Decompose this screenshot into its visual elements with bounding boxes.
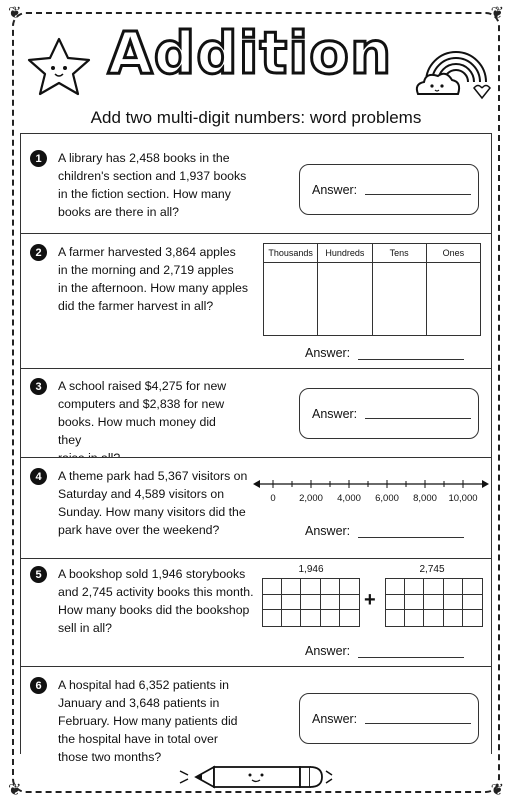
column-header: Ones [427, 244, 480, 263]
pencil-face-icon [176, 761, 336, 793]
problem-text: A farmer harvested 3,864 apples in the morning and 2,719 apples in the afternoon. How many apples did the farmer harvest in all? [58, 245, 249, 313]
number-line [253, 476, 489, 492]
answer-line[interactable] [358, 647, 464, 658]
answer-label: Answer: [312, 406, 358, 421]
problem-number: 1 [30, 150, 47, 167]
answer-label: Answer: [312, 711, 358, 726]
answer-label: Answer: [305, 644, 351, 658]
problem-number: 5 [30, 566, 47, 583]
number-line-label: 0 [270, 493, 276, 504]
problem-number: 4 [30, 468, 47, 485]
rainbow-cloud-icon [412, 36, 496, 102]
answer-line[interactable] [365, 713, 471, 724]
problem-card-3 [20, 368, 492, 458]
problem-text: A school raised $4,275 for new computers and $2,838 for new books. How much money did they [58, 379, 227, 447]
answer-line[interactable] [358, 349, 464, 360]
answer-box[interactable] [299, 693, 479, 744]
grid-label: 1,946 [298, 564, 324, 575]
answer-row[interactable] [305, 644, 464, 658]
answer-line[interactable] [365, 184, 471, 195]
number-line-label: 2,000 [299, 493, 323, 504]
number-line-label: 4,000 [337, 493, 361, 504]
problem-number: 3 [30, 378, 47, 395]
problem-text: A theme park had 5,367 visitors on Saturday and 4,589 visitors on Sunday. How many visitors did the park have over the weekend? [58, 469, 248, 537]
problem-card-5 [20, 558, 492, 667]
base-ten-grid-right[interactable] [385, 578, 483, 627]
place-value-chart[interactable] [263, 243, 481, 336]
problem-card-6 [20, 666, 492, 764]
star-face-icon [24, 36, 94, 98]
corner-swirl-icon: ❦ [8, 5, 22, 22]
number-line-label: 8,000 [413, 493, 437, 504]
answer-box[interactable] [299, 164, 479, 215]
grid-label: 2,745 [419, 564, 445, 575]
answer-row[interactable] [305, 346, 464, 360]
plus-sign: + [364, 589, 376, 611]
problem-number: 6 [30, 677, 47, 694]
base-ten-grid-left[interactable] [262, 578, 360, 627]
problem-number: 2 [30, 244, 47, 261]
problem-text: A library has 2,458 books in the children's section and 1,937 books in the fiction section. How many books are there in all? [58, 151, 247, 219]
corner-swirl-icon: ❦ [8, 782, 22, 799]
number-line-label: 6,000 [375, 493, 399, 504]
number-line-label: 10,000 [448, 493, 478, 504]
answer-box[interactable] [299, 388, 479, 439]
answer-label: Answer: [305, 524, 351, 538]
answer-label: Answer: [312, 182, 358, 197]
answer-line[interactable] [365, 408, 471, 419]
column-header: Tens [373, 244, 426, 263]
answer-row[interactable] [305, 524, 464, 538]
corner-swirl-icon: ❦ [490, 5, 504, 22]
column-header: Hundreds [318, 244, 371, 263]
problem-card-2 [20, 233, 492, 369]
problem-card-4 [20, 457, 492, 559]
problem-card-1 [20, 133, 492, 234]
page-subtitle: Add two multi-digit numbers: word problems [90, 108, 422, 127]
answer-label: Answer: [305, 346, 351, 360]
answer-line[interactable] [358, 527, 464, 538]
problem-text: A bookshop sold 1,946 storybooks and 2,745 activity books this month. How many books did the bookshop sell in all? [58, 567, 254, 635]
column-header: Thousands [264, 244, 317, 263]
corner-swirl-icon: ❦ [490, 782, 504, 799]
problem-text: A hospital had 6,352 patients in January and 3,648 patients in February. How many patients did the hospital have in total over those two months? [58, 678, 238, 764]
page-title: Addition [107, 19, 393, 87]
